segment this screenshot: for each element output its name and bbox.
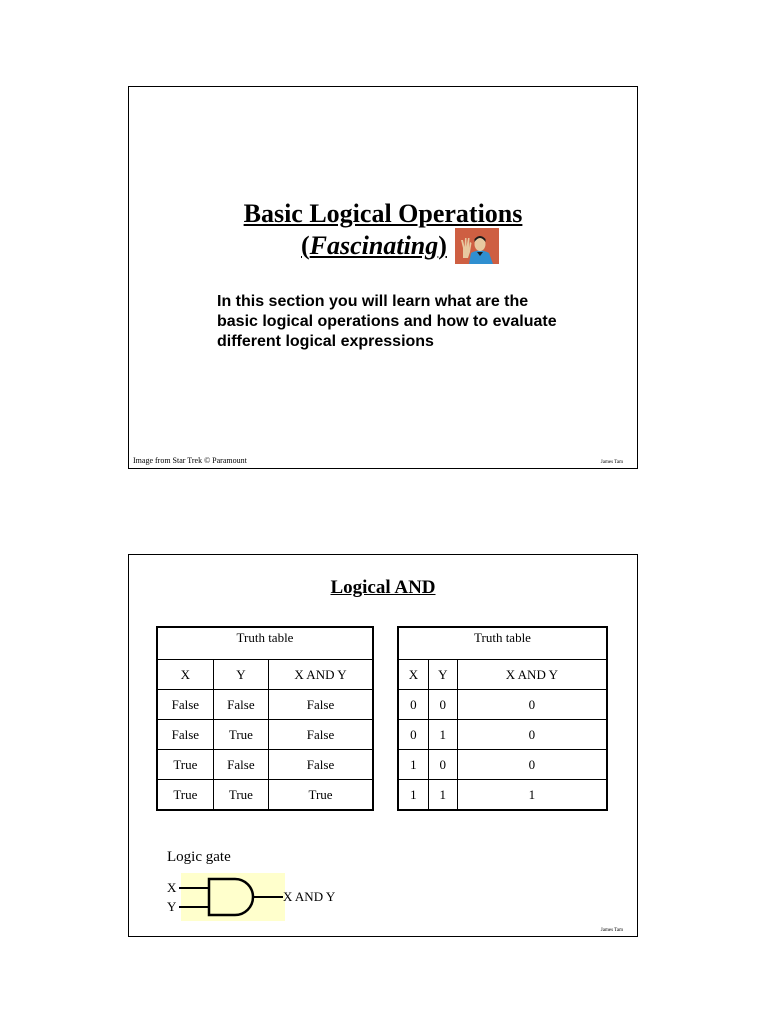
- table-cell: False: [157, 690, 213, 720]
- truth-table-words: [156, 626, 374, 811]
- table-cell: 0: [457, 690, 607, 720]
- slide-subtitle: (Fascinating): [301, 231, 447, 260]
- table-row: [398, 750, 607, 780]
- table-cell: 0: [398, 720, 428, 750]
- column-header: X: [157, 660, 213, 690]
- column-header: X AND Y: [269, 660, 373, 690]
- table-cell: False: [269, 750, 373, 780]
- author-footer: James Tam: [600, 460, 623, 465]
- table-cell: True: [269, 780, 373, 811]
- table-cell: 0: [428, 750, 457, 780]
- gate-input-x: X: [167, 880, 177, 895]
- table-cell: 0: [398, 690, 428, 720]
- slide-logical-and: [128, 554, 638, 937]
- table-cell: False: [213, 690, 268, 720]
- table-cell: 1: [428, 780, 457, 811]
- table-cell: 1: [398, 780, 428, 811]
- gate-input-y: Y: [167, 899, 177, 914]
- table-row: [398, 690, 607, 720]
- table-row: [157, 690, 373, 720]
- slide-basic-logical-operations: [128, 86, 638, 469]
- image-credit: Image from Star Trek © Paramount: [133, 456, 247, 465]
- column-header: Y: [428, 660, 457, 690]
- table-cell: 1: [428, 720, 457, 750]
- column-header: X AND Y: [457, 660, 607, 690]
- table-row: [398, 720, 607, 750]
- slide-subtitle-row: [301, 227, 499, 265]
- table-cell: True: [213, 720, 268, 750]
- table-row: [157, 720, 373, 750]
- table-cell: 0: [457, 720, 607, 750]
- table-cell: 1: [457, 780, 607, 811]
- spock-portrait-image: [455, 228, 499, 264]
- slide-body-text: In this section you will learn what are the basic logical operations and how to evaluate different logical expressions: [217, 293, 557, 350]
- truth-table-caption: Truth table: [157, 627, 373, 660]
- table-row: [157, 780, 373, 811]
- table-cell: False: [269, 720, 373, 750]
- slide-title: Logical AND: [330, 577, 436, 598]
- table-cell: True: [157, 780, 213, 811]
- table-cell: 0: [428, 690, 457, 720]
- truth-table-caption: Truth table: [398, 627, 607, 660]
- table-row: [157, 750, 373, 780]
- table-cell: 1: [398, 750, 428, 780]
- column-header: Y: [213, 660, 268, 690]
- truth-table-bits: [397, 626, 608, 811]
- table-row: [398, 780, 607, 811]
- gate-output-label: X AND Y: [283, 889, 336, 904]
- table-cell: True: [213, 780, 268, 811]
- table-cell: True: [157, 750, 213, 780]
- column-header: X: [398, 660, 428, 690]
- table-cell: 0: [457, 750, 607, 780]
- author-footer: James Tam: [600, 928, 623, 933]
- table-cell: False: [213, 750, 268, 780]
- and-gate-icon: [165, 873, 345, 925]
- table-cell: False: [157, 720, 213, 750]
- table-cell: False: [269, 690, 373, 720]
- logic-gate-label: Logic gate: [167, 849, 231, 865]
- slide-title: Basic Logical Operations: [243, 199, 523, 228]
